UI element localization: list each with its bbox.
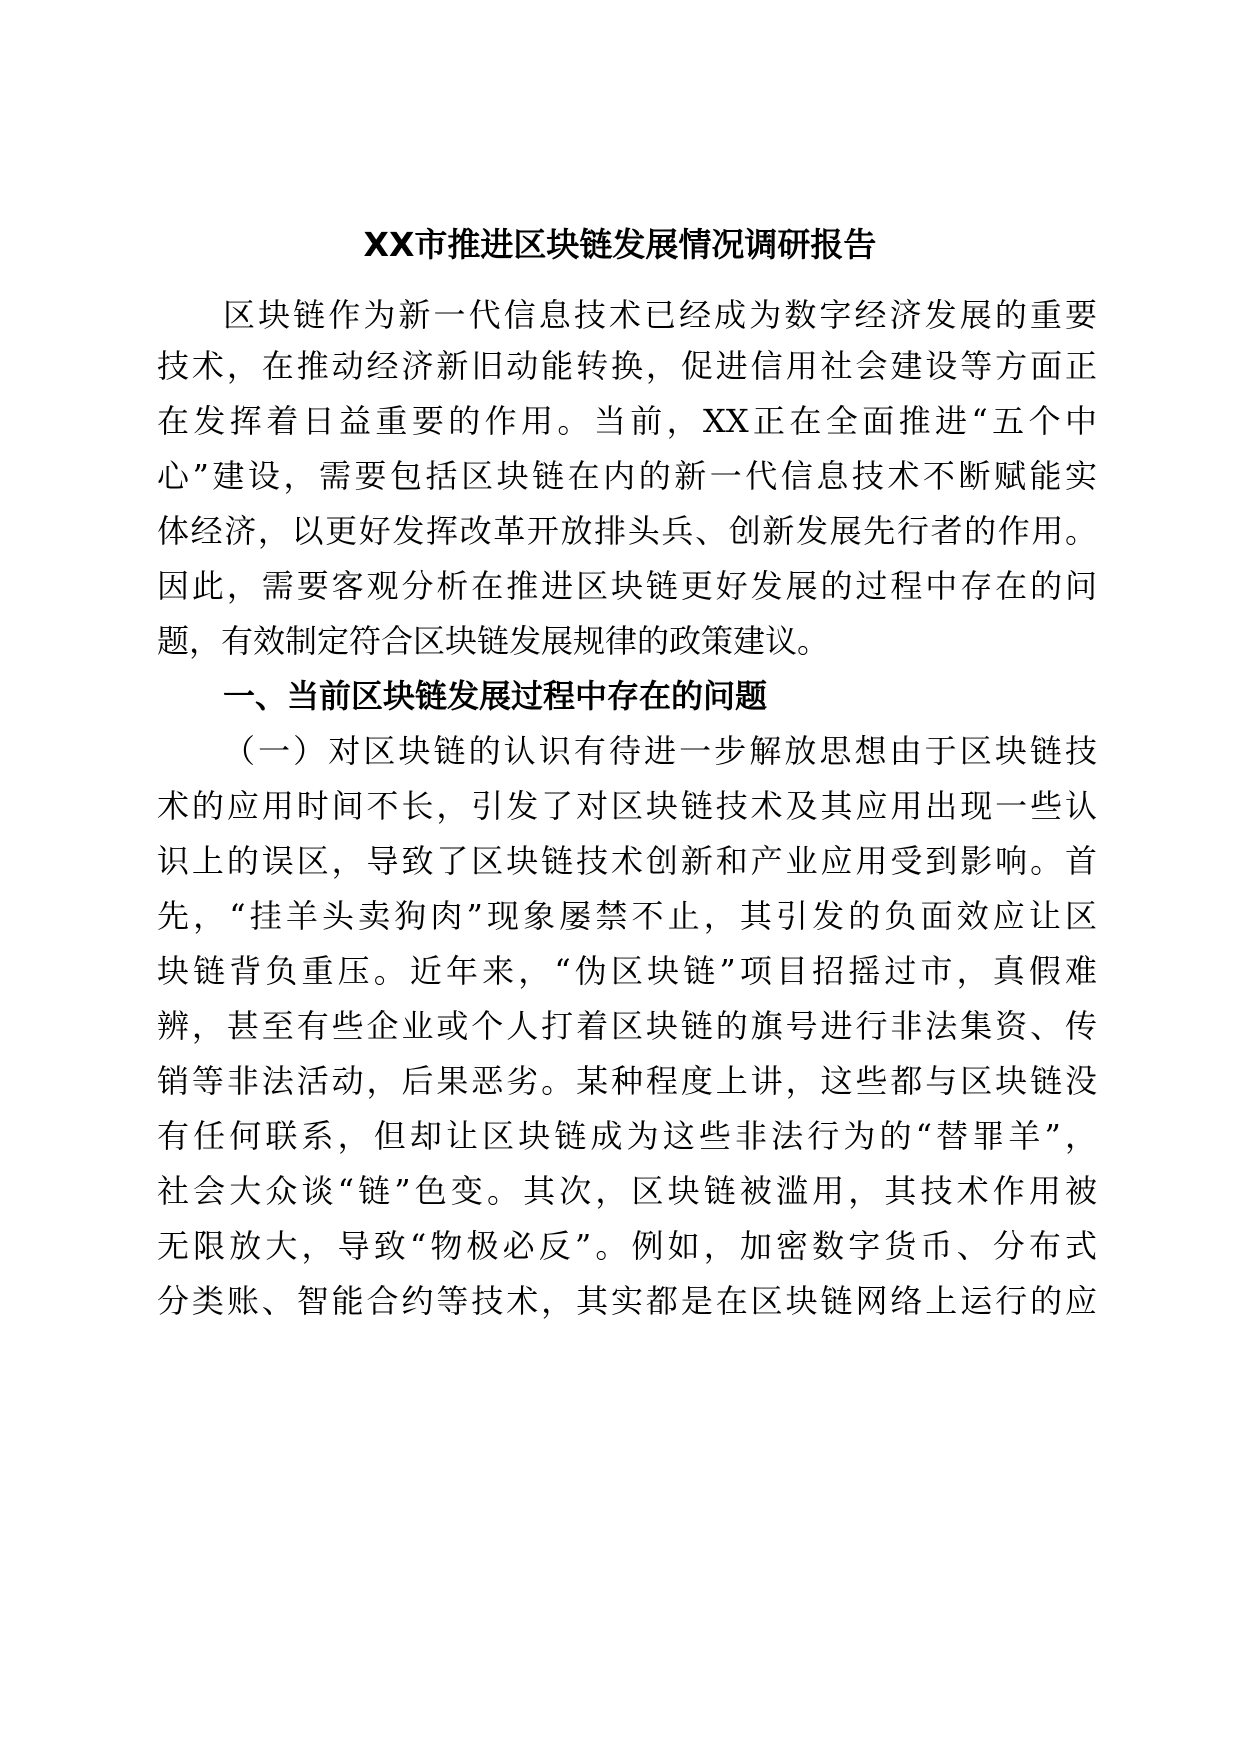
paragraph-line: 心”建设，需要包括区块链在内的新一代信息技术不断赋能实 bbox=[157, 457, 1097, 495]
paragraph-line: 因此，需要客观分析在推进区块链更好发展的过程中存在的问 bbox=[157, 567, 1097, 605]
paragraph-line: 区块链作为新一代信息技术已经成为数字经济发展的重要 bbox=[223, 296, 1097, 334]
paragraph-line: 块链背负重压。近年来，“伪区块链”项目招摇过市，真假难 bbox=[157, 952, 1097, 990]
paragraph-line: 在发挥着日益重要的作用。当前，XX正在全面推进“五个中 bbox=[157, 402, 1097, 440]
paragraph-line: 销等非法活动，后果恶劣。某种程度上讲，这些都与区块链没 bbox=[157, 1062, 1097, 1100]
paragraph-line: 社会大众谈“链”色变。其次，区块链被滥用，其技术作用被 bbox=[157, 1172, 1097, 1210]
paragraph-line: 技术，在推动经济新旧动能转换，促进信用社会建设等方面正 bbox=[157, 347, 1097, 385]
paragraph-line: 分类账、智能合约等技术，其实都是在区块链网络上运行的应 bbox=[157, 1282, 1097, 1320]
document-title: XX市推进区块链发展情况调研报告 bbox=[363, 225, 877, 264]
paragraph-line: 辨，甚至有些企业或个人打着区块链的旗号进行非法集资、传 bbox=[157, 1007, 1097, 1045]
paragraph-line: 体经济，以更好发挥改革开放排头兵、创新发展先行者的作用。 bbox=[157, 512, 1097, 550]
paragraph-line: 有任何联系，但却让区块链成为这些非法行为的“替罪羊”， bbox=[157, 1117, 1097, 1155]
paragraph-line: （一）对区块链的认识有待进一步解放思想由于区块链技 bbox=[223, 732, 1097, 770]
section-heading: 一、当前区块链发展过程中存在的问题 bbox=[223, 677, 768, 715]
paragraph-line: 无限放大，导致“物极必反”。例如，加密数字货币、分布式 bbox=[157, 1227, 1097, 1265]
paragraph-line: 术的应用时间不长，引发了对区块链技术及其应用出现一些认 bbox=[157, 787, 1097, 825]
paragraph-line: 先，“挂羊头卖狗肉”现象屡禁不止，其引发的负面效应让区 bbox=[157, 897, 1097, 935]
paragraph-line: 题，有效制定符合区块链发展规律的政策建议。 bbox=[157, 622, 830, 660]
paragraph-line: 识上的误区，导致了区块链技术创新和产业应用受到影响。首 bbox=[157, 842, 1097, 880]
